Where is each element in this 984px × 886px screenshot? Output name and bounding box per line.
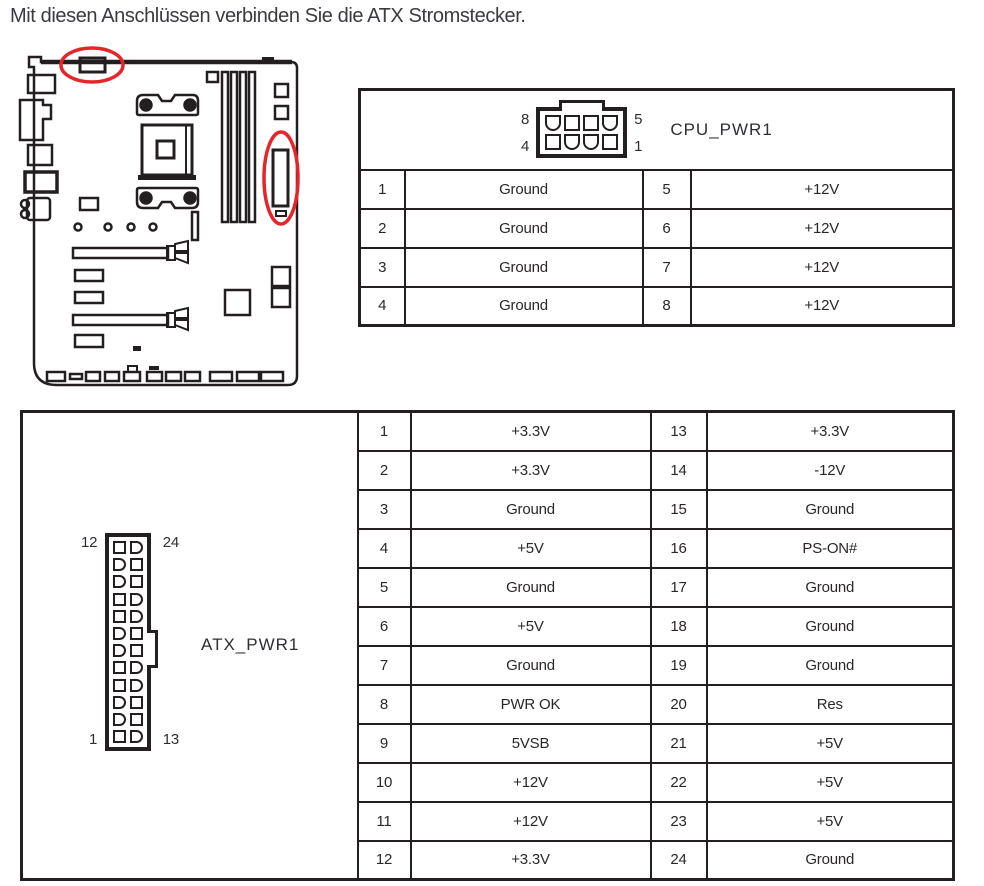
- pin-number-cell: 6: [358, 607, 411, 646]
- cpu-pwr1-connector-diagram: [521, 107, 642, 158]
- pin-signal-cell: +12V: [691, 248, 954, 287]
- atx-power-connector: [273, 150, 288, 206]
- pin-number-cell: 8: [643, 287, 691, 326]
- pin-number-cell: 1: [360, 170, 405, 209]
- page-title: Mit diesen Anschlüssen verbinden Sie die ATX Stromstecker.: [10, 5, 526, 27]
- board-components: [47, 198, 290, 381]
- pin-signal-cell: +12V: [691, 287, 954, 326]
- pin-signal-cell: +12V: [411, 763, 651, 802]
- pin-signal-cell: +5V: [411, 529, 651, 568]
- rear-io-ports: [20, 75, 57, 220]
- pin-row: [360, 209, 954, 248]
- pin-number-cell: 24: [651, 841, 707, 880]
- pin-signal-cell: +12V: [691, 209, 954, 248]
- pin-number-cell: 5: [643, 170, 691, 209]
- pin-number-cell: 1: [358, 412, 411, 451]
- atx-pwr1-connector-diagram: [81, 533, 179, 751]
- pin-number-cell: 2: [358, 451, 411, 490]
- pin-signal-cell: +3.3V: [411, 412, 651, 451]
- pin-number-cell: 19: [651, 646, 707, 685]
- pin-signal-cell: Ground: [405, 248, 643, 287]
- cpu-connector-name: CPU_PWR1: [670, 119, 773, 139]
- cpu-power-location-highlight: [61, 48, 123, 82]
- pin-signal-cell: +3.3V: [707, 412, 954, 451]
- pin-number-cell: 12: [358, 841, 411, 880]
- pin-number-cell: 15: [651, 490, 707, 529]
- atx-pin-1-label: 1: [89, 731, 98, 749]
- pin-number-cell: 11: [358, 802, 411, 841]
- pin-number-cell: 18: [651, 607, 707, 646]
- board-outline: [29, 57, 297, 385]
- pin-number-cell: 2: [360, 209, 405, 248]
- pin-number-cell: 4: [358, 529, 411, 568]
- cpu-table-header-row: [360, 90, 954, 170]
- pin-row: [360, 170, 954, 209]
- pin-row: [360, 248, 954, 287]
- pin-signal-cell: +5V: [411, 607, 651, 646]
- pin-number-cell: 17: [651, 568, 707, 607]
- pin-number-cell: 23: [651, 802, 707, 841]
- cpu-connector-header-cell: [360, 90, 954, 170]
- atx-connector-name: ATX_PWR1: [201, 635, 300, 654]
- pin-number-cell: 13: [651, 412, 707, 451]
- pin-number-cell: 7: [643, 248, 691, 287]
- cpu-socket: [137, 95, 198, 208]
- motherboard-diagram: [5, 45, 305, 395]
- pin-signal-cell: Ground: [707, 568, 954, 607]
- pin-signal-cell: Ground: [405, 287, 643, 326]
- pin-signal-cell: +5V: [707, 763, 954, 802]
- pin-number-cell: 10: [358, 763, 411, 802]
- dimm-slots: [207, 72, 255, 222]
- cpu-pin-1-label: 1: [634, 137, 643, 155]
- pin-number-cell: 4: [360, 287, 405, 326]
- atx-connector-cell: [22, 412, 358, 880]
- pin-signal-cell: 5VSB: [411, 724, 651, 763]
- atx-pin-24-label: 24: [162, 534, 179, 551]
- pin-signal-cell: Ground: [707, 490, 954, 529]
- pin-signal-cell: PS-ON#: [707, 529, 954, 568]
- pin-number-cell: 3: [360, 248, 405, 287]
- cpu-pin-8-label: 8: [521, 110, 530, 128]
- pin-number-cell: 7: [358, 646, 411, 685]
- pin-number-cell: 3: [358, 490, 411, 529]
- pin-number-cell: 8: [358, 685, 411, 724]
- pin-number-cell: 20: [651, 685, 707, 724]
- pin-signal-cell: Ground: [405, 209, 643, 248]
- pin-signal-cell: Ground: [411, 646, 651, 685]
- pin-number-cell: 21: [651, 724, 707, 763]
- atx-pwr1-table: [20, 410, 955, 881]
- pin-signal-cell: Res: [707, 685, 954, 724]
- pin-number-cell: 16: [651, 529, 707, 568]
- connector-latch-tab: [559, 100, 605, 111]
- pin-signal-cell: Ground: [707, 646, 954, 685]
- atx-pin-12-label: 12: [81, 534, 98, 551]
- pin-signal-cell: Ground: [707, 841, 954, 880]
- pin-signal-cell: Ground: [411, 490, 651, 529]
- pin-signal-cell: +3.3V: [411, 841, 651, 880]
- connector-latch-tab: [147, 630, 158, 668]
- pin-number-cell: 14: [651, 451, 707, 490]
- cpu-pin-5-label: 5: [634, 110, 643, 128]
- pin-number-cell: 9: [358, 724, 411, 763]
- pin-number-cell: 6: [643, 209, 691, 248]
- pin-row: [22, 412, 954, 451]
- pin-signal-cell: +12V: [691, 170, 954, 209]
- pin-signal-cell: -12V: [707, 451, 954, 490]
- pin-signal-cell: PWR OK: [411, 685, 651, 724]
- atx-pin-13-label: 13: [162, 731, 179, 749]
- pin-signal-cell: Ground: [707, 607, 954, 646]
- cpu-pin-4-label: 4: [521, 137, 530, 155]
- pin-row: [360, 287, 954, 326]
- pin-signal-cell: Ground: [411, 568, 651, 607]
- pin-number-cell: 5: [358, 568, 411, 607]
- pin-signal-cell: +3.3V: [411, 451, 651, 490]
- pin-signal-cell: +12V: [411, 802, 651, 841]
- pin-signal-cell: +5V: [707, 724, 954, 763]
- pin-signal-cell: Ground: [405, 170, 643, 209]
- pin-number-cell: 22: [651, 763, 707, 802]
- pin-signal-cell: +5V: [707, 802, 954, 841]
- cpu-pwr1-table: [358, 88, 955, 327]
